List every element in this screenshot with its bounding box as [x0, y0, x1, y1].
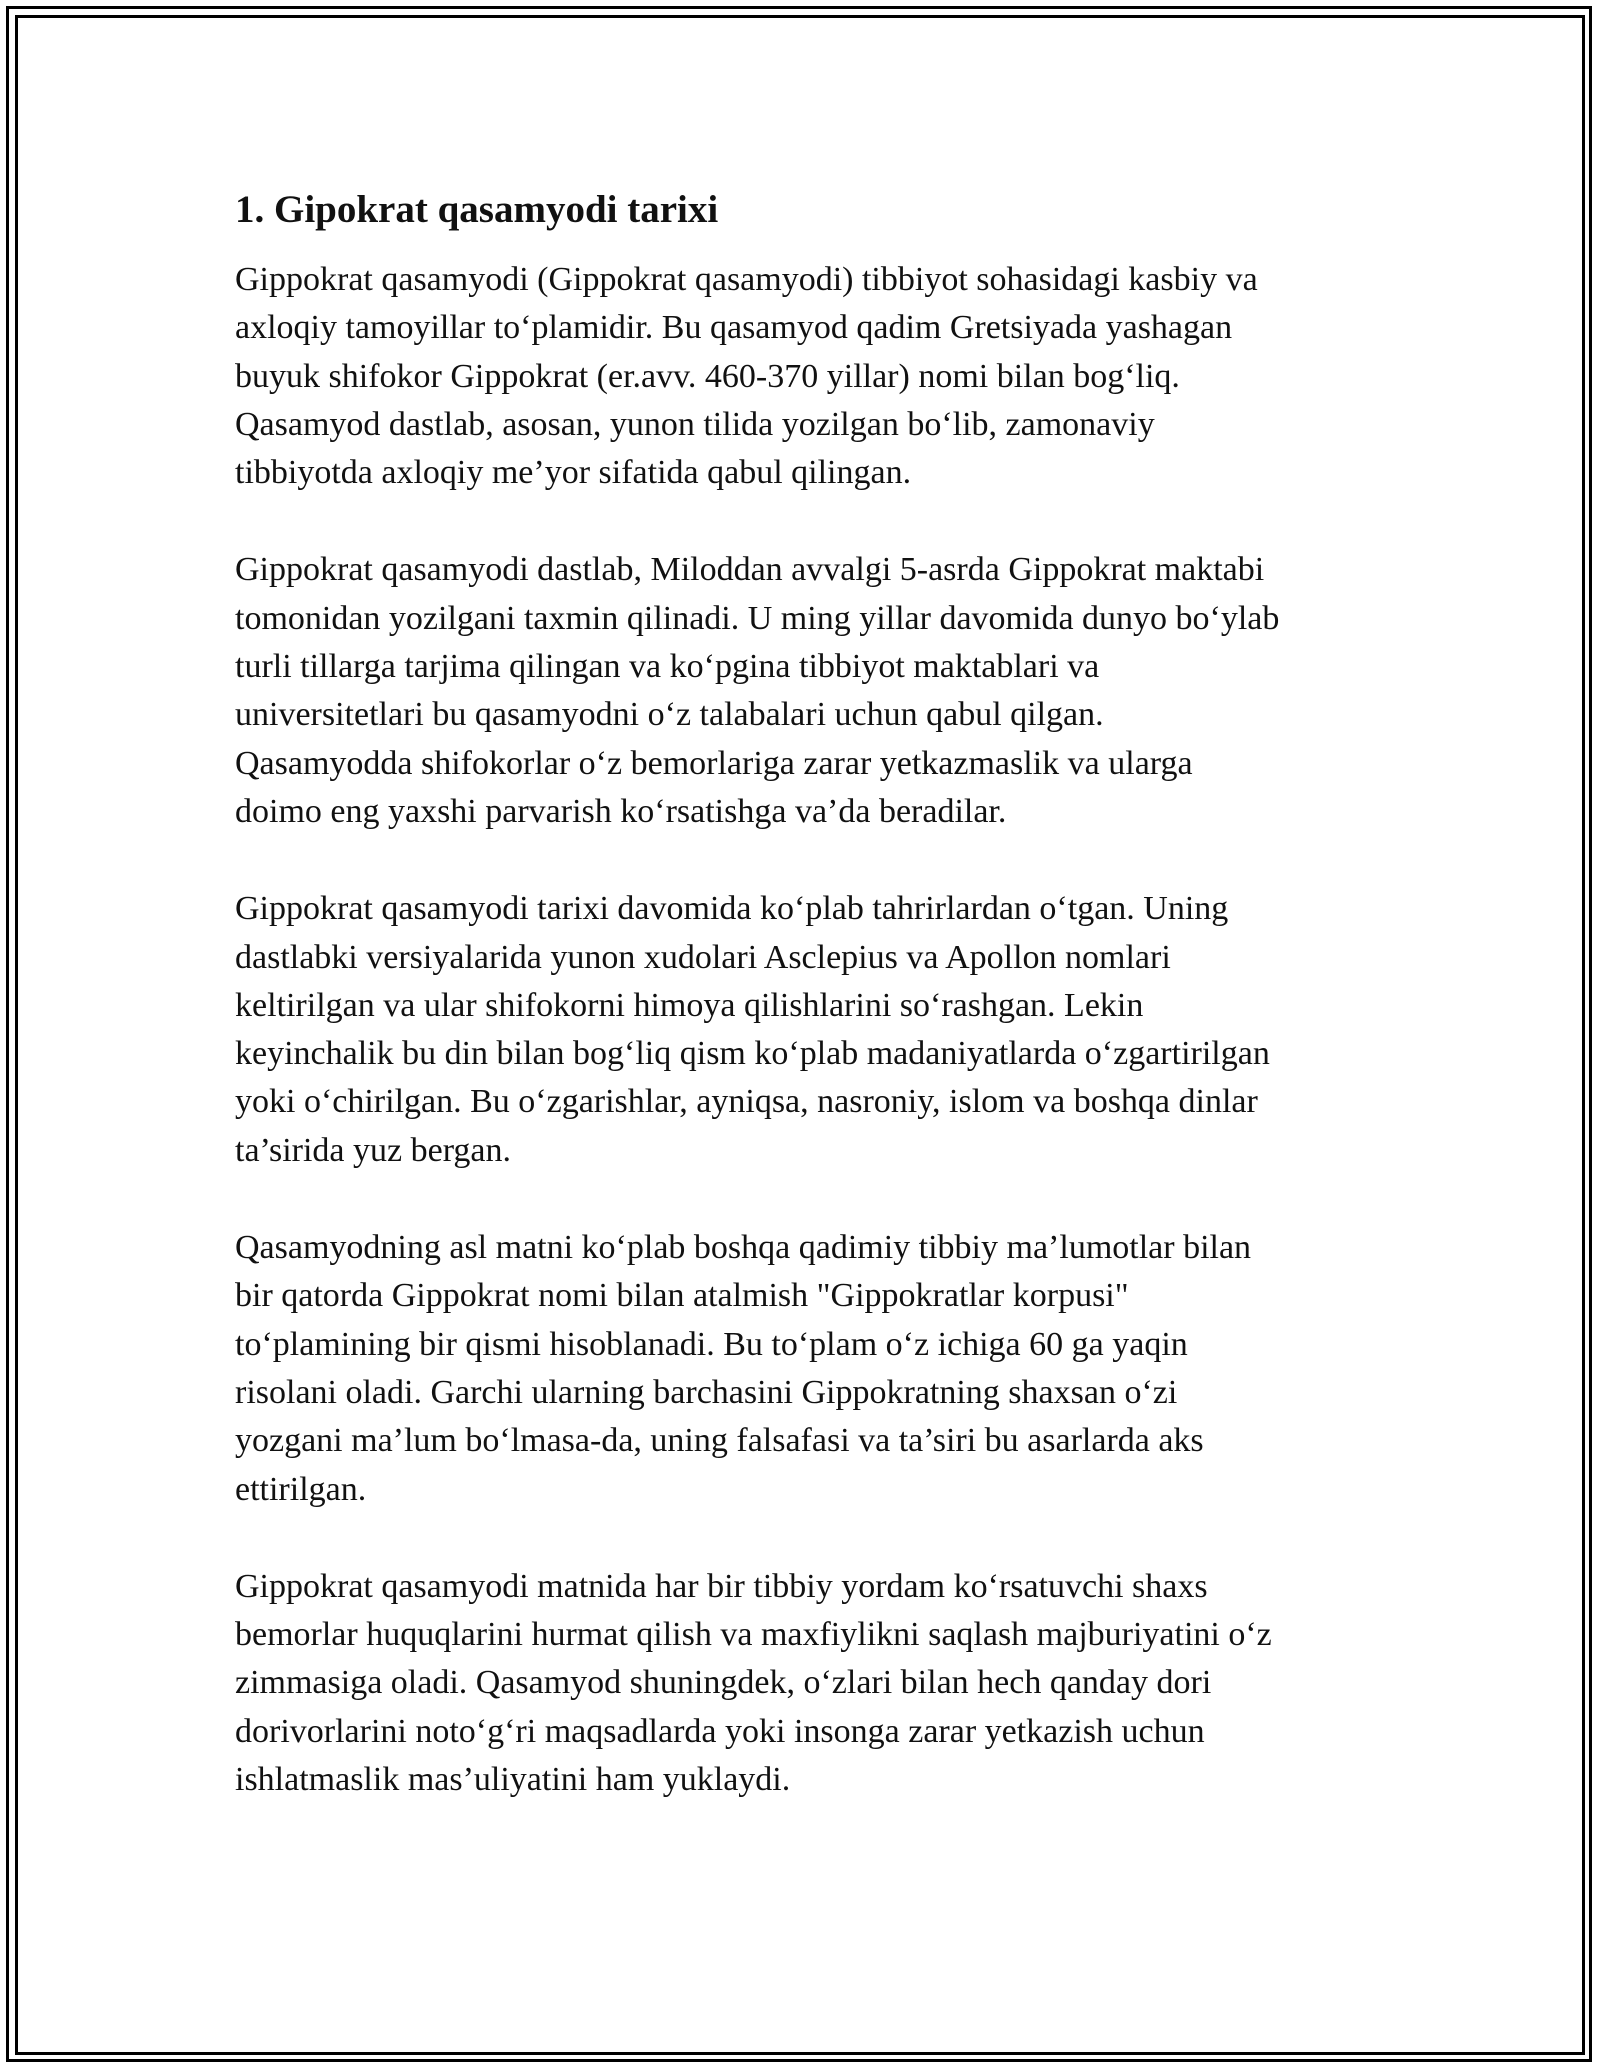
paragraph-1 [235, 256, 1375, 497]
paragraph-line: ta’sirida yuz bergan. [235, 1131, 512, 1169]
paragraph-line: Gippokrat qasamyodi tarixi davomida ko‘plab tahrirlardan o‘tgan. Uning [235, 890, 1229, 928]
paragraph-5 [235, 1563, 1375, 1804]
paragraph-line: risolani oladi. Garchi ularning barchasini Gippokratning shaxsan o‘zi [235, 1373, 1178, 1411]
paragraph-line: dorivorlarini noto‘g‘ri maqsadlarda yoki insonga zarar yetkazish uchun [235, 1712, 1205, 1750]
paragraph-line: keltirilgan va ular shifokorni himoya qilishlarini so‘rashgan. Lekin [235, 986, 1144, 1024]
paragraph-line: yozgani ma’lum bo‘lmasa-da, uning falsafasi va ta’siri bu asarlarda aks [235, 1422, 1204, 1460]
paragraph-line: bir qatorda Gippokrat nomi bilan atalmish "Gippokratlar korpusi" [235, 1277, 1129, 1315]
paragraph-line: zimmasiga oladi. Qasamyod shuningdek, o‘zlari bilan hech qanday dori [235, 1664, 1212, 1702]
paragraph-line: tomonidan yozilgani taxmin qilinadi. U ming yillar davomida dunyo bo‘ylab [235, 599, 1280, 637]
document-body [235, 186, 1375, 1853]
section-title: 1. Gipokrat qasamyodi tarixi [235, 188, 719, 231]
paragraph-line: yoki o‘chirilgan. Bu o‘zgarishlar, ayniqsa, nasroniy, islom va boshqa dinlar [235, 1083, 1258, 1121]
paragraph-line: Qasamyodda shifokorlar o‘z bemorlariga zarar yetkazmaslik va ularga [235, 744, 1193, 782]
paragraph-4 [235, 1224, 1375, 1514]
paragraph-line: to‘plamining bir qismi hisoblanadi. Bu to‘plam o‘z ichiga 60 ga yaqin [235, 1325, 1188, 1363]
paragraph-line: keyinchalik bu din bilan bog‘liq qism ko‘plab madaniyatlarda o‘zgartirilgan [235, 1035, 1270, 1073]
paragraph-line: doimo eng yaxshi parvarish ko‘rsatishga va’da beradilar. [235, 792, 1007, 830]
paragraph-line: tibbiyotda axloqiy me’yor sifatida qabul qilingan. [235, 454, 912, 492]
paragraph-line: dastlabki versiyalarida yunon xudolari Asclepius va Apollon nomlari [235, 938, 1171, 976]
paragraph-line: bemorlar huquqlarini hurmat qilish va maxfiylikni saqlash majburiyatini o‘z [235, 1616, 1272, 1654]
paragraph-line: Qasamyodning asl matni ko‘plab boshqa qadimiy tibbiy ma’lumotlar bilan [235, 1229, 1252, 1267]
paragraph-2 [235, 546, 1375, 836]
paragraph-line: turli tillarga tarjima qilingan va ko‘pgina tibbiyot maktablari va [235, 648, 1100, 686]
paragraph-line: Qasamyod dastlab, asosan, yunon tilida yozilgan bo‘lib, zamonaviy [235, 405, 1155, 443]
paragraph-line: ishlatmaslik mas’uliyatini ham yuklaydi. [235, 1761, 791, 1799]
paragraph-line: Gippokrat qasamyodi dastlab, Miloddan avvalgi 5-asrda Gippokrat maktabi [235, 551, 1265, 589]
paragraph-line: ettirilgan. [235, 1470, 367, 1508]
paragraph-line: buyuk shifokor Gippokrat (er.avv. 460-370 yillar) nomi bilan bog‘liq. [235, 357, 1180, 395]
paragraph-3 [235, 885, 1375, 1175]
paragraph-line: universitetlari bu qasamyodni o‘z talabalari uchun qabul qilgan. [235, 696, 1104, 734]
paragraph-line: Gippokrat qasamyodi matnida har bir tibbiy yordam ko‘rsatuvchi shaxs [235, 1567, 1208, 1605]
paragraph-line: axloqiy tamoyillar to‘plamidir. Bu qasamyod qadim Gretsiyada yashagan [235, 309, 1233, 347]
paragraph-line: Gippokrat qasamyodi (Gippokrat qasamyodi) tibbiyot sohasidagi kasbiy va [235, 261, 1258, 298]
